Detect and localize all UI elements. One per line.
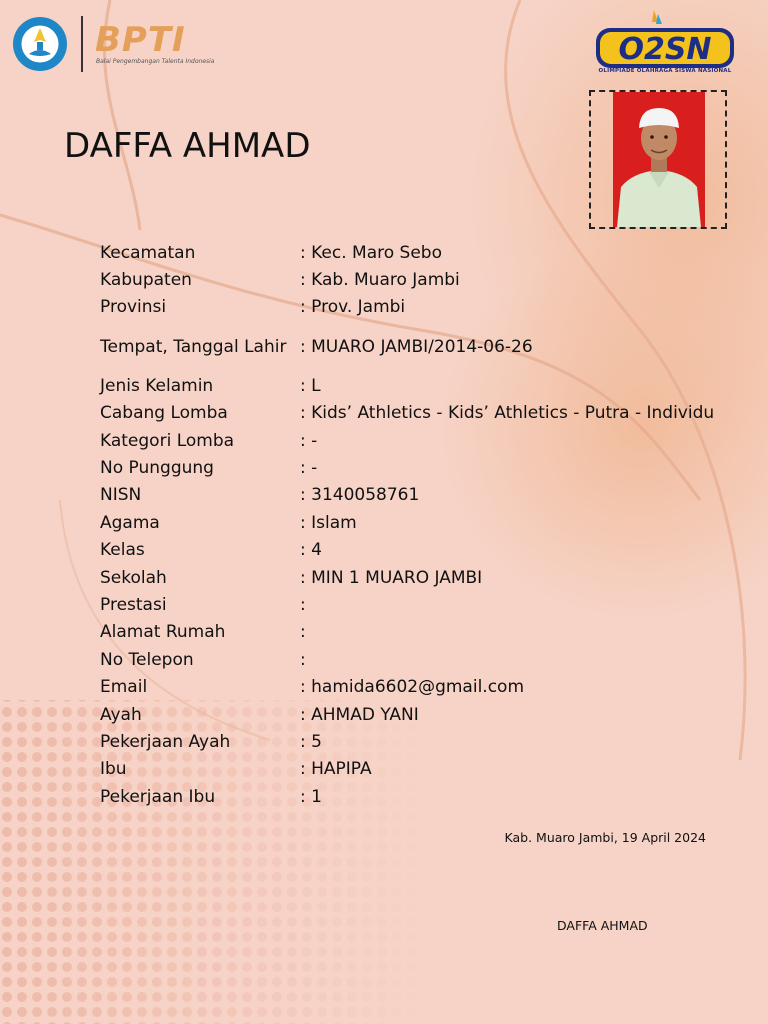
field-label: Alamat Rumah (100, 622, 226, 643)
field-value: : Kec. Maro Sebo (300, 242, 442, 263)
student-name-title: DAFFA AHMAD (64, 126, 311, 166)
field-value: : HAPIPA (300, 759, 372, 780)
field-label: Ibu (100, 759, 127, 780)
field-row-kecamatan (100, 239, 750, 266)
field-row-kategori-lomba (100, 427, 750, 454)
field-label: Kategori Lomba (100, 430, 235, 451)
field-row-no-punggung (100, 454, 750, 481)
field-value: : Kab. Muaro Jambi (300, 270, 460, 291)
field-label: No Punggung (100, 458, 214, 479)
student-data-list (100, 239, 750, 810)
bpti-logo: BPTI (95, 20, 186, 60)
field-value: : 1 (300, 786, 322, 807)
field-row-kabupaten (100, 266, 750, 293)
field-value: : (300, 649, 306, 670)
field-value: : L (300, 375, 321, 396)
field-value: : hamida6602@gmail.com (300, 677, 525, 698)
field-row-ayah (100, 701, 750, 728)
o2sn-logo-text: O2SN (618, 32, 712, 67)
field-label: Prestasi (100, 594, 167, 615)
field-row-cabang-lomba (100, 400, 750, 427)
place-and-date: Kab. Muaro Jambi, 19 April 2024 (504, 830, 706, 845)
student-photo (613, 92, 705, 227)
field-value: : Prov. Jambi (300, 297, 406, 318)
field-label: Kabupaten (100, 270, 192, 291)
field-label: Email (100, 677, 148, 698)
field-label: NISN (100, 485, 142, 506)
field-row-provinsi (100, 294, 750, 321)
field-value: : (300, 594, 306, 615)
tut-wuri-handayani-logo-icon (12, 16, 68, 72)
field-row-sekolah (100, 564, 750, 591)
field-row-jenis-kelamin (100, 372, 750, 399)
field-label: Provinsi (100, 297, 167, 318)
field-row-agama (100, 509, 750, 536)
field-label: Kecamatan (100, 242, 196, 263)
field-row-ibu (100, 756, 750, 783)
field-value: : AHMAD YANI (300, 704, 419, 725)
field-value: : - (300, 458, 318, 479)
field-row-nisn (100, 482, 750, 509)
field-row-no-telepon (100, 646, 750, 673)
field-value: : MUARO JAMBI/2014-06-26 (300, 336, 533, 357)
o2sn-subtitle: OLIMPIADE OLAHRAGA SISWA NASIONAL (598, 68, 732, 74)
field-value: : (300, 622, 306, 643)
field-value: : Islam (300, 512, 357, 533)
logo-divider (81, 16, 83, 72)
field-label: Pekerjaan Ibu (100, 786, 216, 807)
field-row-email (100, 673, 750, 700)
field-label: Pekerjaan Ayah (100, 731, 231, 752)
field-value: : 5 (300, 731, 322, 752)
field-value: : 3140058761 (300, 485, 420, 506)
field-value: : MIN 1 MUARO JAMBI (300, 567, 483, 588)
field-label: Cabang Lomba (100, 403, 228, 424)
bpti-subtitle: Balai Pengembangan Talenta Indonesia (96, 58, 215, 65)
field-value: : - (300, 430, 318, 451)
field-value: : Kids’ Athletics - Kids’ Athletics - Putra - Individu (300, 403, 715, 424)
field-label: Jenis Kelamin (100, 375, 214, 396)
field-label: No Telepon (100, 649, 194, 670)
field-label: Sekolah (100, 567, 167, 588)
field-label: Ayah (100, 704, 142, 725)
field-label: Kelas (100, 540, 145, 561)
field-label: Tempat, Tanggal Lahir (100, 336, 287, 357)
field-row-tempat-tanggal-lahir (100, 321, 750, 372)
field-row-kelas (100, 537, 750, 564)
field-label: Agama (100, 512, 160, 533)
signer-name: DAFFA AHMAD (557, 918, 648, 933)
field-row-prestasi (100, 591, 750, 618)
field-value: : 4 (300, 540, 322, 561)
field-row-pekerjaan-ibu (100, 783, 750, 810)
field-row-pekerjaan-ayah (100, 728, 750, 755)
field-row-alamat-rumah (100, 619, 750, 646)
